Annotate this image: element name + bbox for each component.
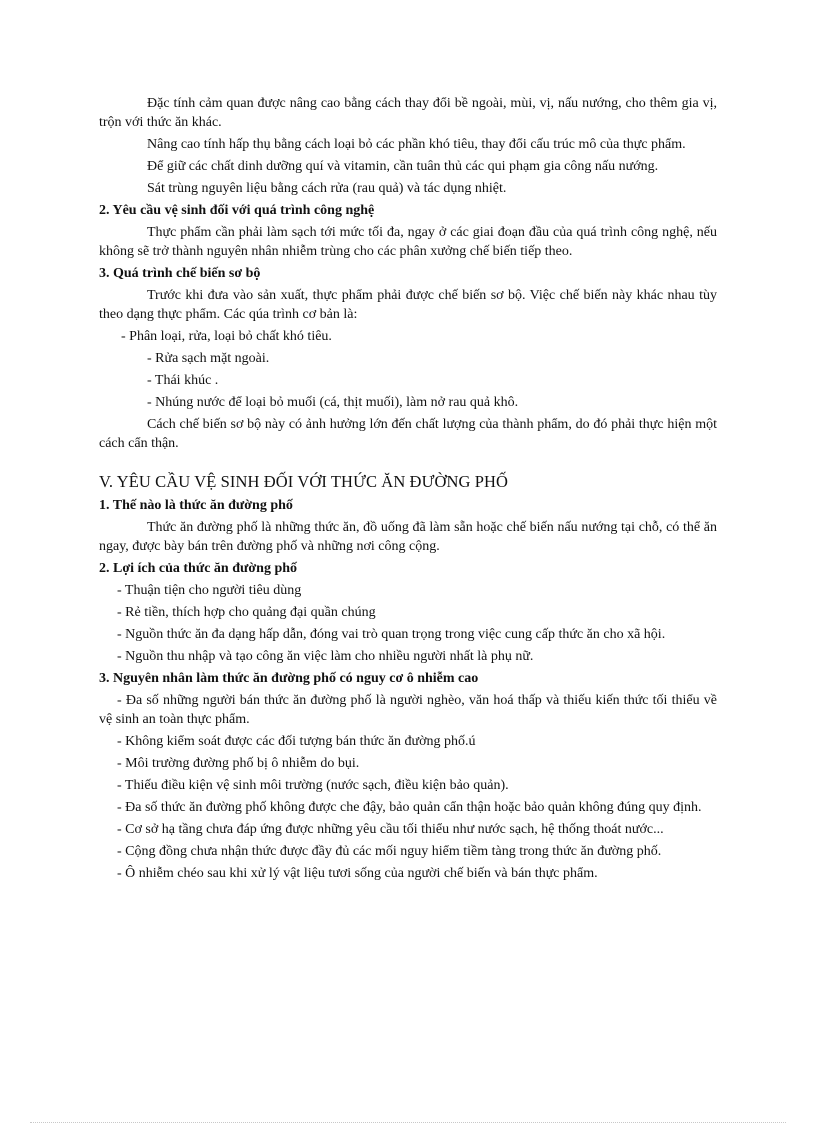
paragraph-nutrients: Để giữ các chất dinh dưỡng quí và vitamin, cần tuân thủ các qui phạm gia công nấu nướng.: [147, 159, 659, 174]
list-item: - Thuận tiện cho người tiêu dùng: [117, 583, 302, 598]
paragraph-preprocessing-closing: Cách chế biến sơ bộ này có ảnh hưởng lớn đến chất lượng của thành phẩm, do đó phải thực hiện một cách cẩn thận.: [99, 417, 717, 451]
paragraph-sterilize: Sát trùng nguyên liệu bằng cách rửa (rau quả) và tác dụng nhiệt.: [147, 181, 507, 196]
list-item: - Cơ sở hạ tầng chưa đáp ứng được những yêu cầu tối thiểu như nước sạch, hệ thống thoát nước...: [117, 822, 664, 837]
paragraph-street-food-definition: Thức ăn đường phố là những thức ăn, đồ uống đã làm sẵn hoặc chế biến nấu nướng tại chỗ, có thể ăn ngay, được bày bán trên đường phố và những nơi công cộng.: [99, 520, 717, 554]
list-item: - Đa số thức ăn đường phố không được che đậy, bảo quản cẩn thận hoặc bảo quản không đúng quy định.: [117, 800, 702, 815]
list-item: - Thiếu điều kiện vệ sinh môi trường (nước sạch, điều kiện bảo quản).: [117, 778, 509, 793]
section-heading-contamination-causes: 3. Nguyên nhân làm thức ăn đường phố có nguy cơ ô nhiễm cao: [99, 671, 479, 686]
list-item: - Thái khúc .: [147, 373, 219, 388]
list-item: - Rẻ tiền, thích hợp cho quảng đại quần chúng: [117, 605, 376, 620]
list-item: - Ô nhiễm chéo sau khi xử lý vật liệu tươi sống của người chế biến và bán thực phẩm.: [117, 866, 598, 881]
list-item: - Rửa sạch mặt ngoài.: [147, 351, 270, 366]
paragraph-sensory: Đặc tính cảm quan được nâng cao bằng cách thay đổi bề ngoài, mùi, vị, nấu nướng, cho thêm gia vị, trộn với thức ăn khác.: [99, 96, 717, 130]
list-item: - Đa số những người bán thức ăn đường phố là người nghèo, văn hoá thấp và thiếu kiến thức tối thiểu về vệ sinh an toàn thực phẩm.: [99, 693, 717, 727]
paragraph-preprocessing: Trước khi đưa vào sản xuất, thực phẩm phải được chế biến sơ bộ. Việc chế biến này khác nhau tùy theo dạng thực phẩm. Các qúa trình cơ bản là:: [99, 288, 717, 322]
chapter-heading-street-food: V. YÊU CẦU VỆ SINH ĐỐI VỚI THỨC ĂN ĐƯỜNG PHỐ: [99, 472, 509, 491]
section-heading-street-food-benefits: 2. Lợi ích của thức ăn đường phố: [99, 561, 298, 576]
paragraph-absorption: Nâng cao tính hấp thụ bằng cách loại bỏ các phần khó tiêu, thay đổi cấu trúc mô của thực phẩm.: [147, 137, 686, 152]
list-item: - Nguồn thức ăn đa dạng hấp dẫn, đóng vai trò quan trọng trong việc cung cấp thức ăn cho xã hội.: [117, 627, 666, 642]
list-item: - Không kiểm soát được các đối tượng bán thức ăn đường phố.ú: [117, 734, 476, 749]
paragraph-technology-hygiene: Thực phẩm cần phải làm sạch tới mức tối đa, ngay ở các giai đoạn đầu của quá trình công nghệ, nếu không sẽ trở thành nguyên nhân nhiễm trùng cho các phân xưởng chế biến tiếp theo.: [99, 225, 717, 259]
document-page: [99, 94, 717, 886]
list-item: - Môi trường đường phố bị ô nhiễm do bụi.: [117, 756, 360, 771]
section-heading-technology-hygiene: 2. Yêu cầu vệ sinh đối với quá trình công nghệ: [99, 203, 375, 218]
list-item: - Cộng đồng chưa nhận thức được đầy đủ các mối nguy hiểm tiềm tàng trong thức ăn đường phố.: [117, 844, 662, 859]
section-heading-what-is-street-food: 1. Thế nào là thức ăn đường phố: [99, 498, 293, 513]
list-item: - Nguồn thu nhập và tạo công ăn việc làm cho nhiều người nhất là phụ nữ.: [117, 649, 534, 664]
section-heading-preprocessing: 3. Quá trình chế biến sơ bộ: [99, 266, 261, 281]
list-item: - Nhúng nước để loại bỏ muối (cá, thịt muối), làm nở rau quả khô.: [147, 395, 519, 410]
list-item: - Phân loại, rửa, loại bỏ chất khó tiêu.: [121, 329, 332, 344]
